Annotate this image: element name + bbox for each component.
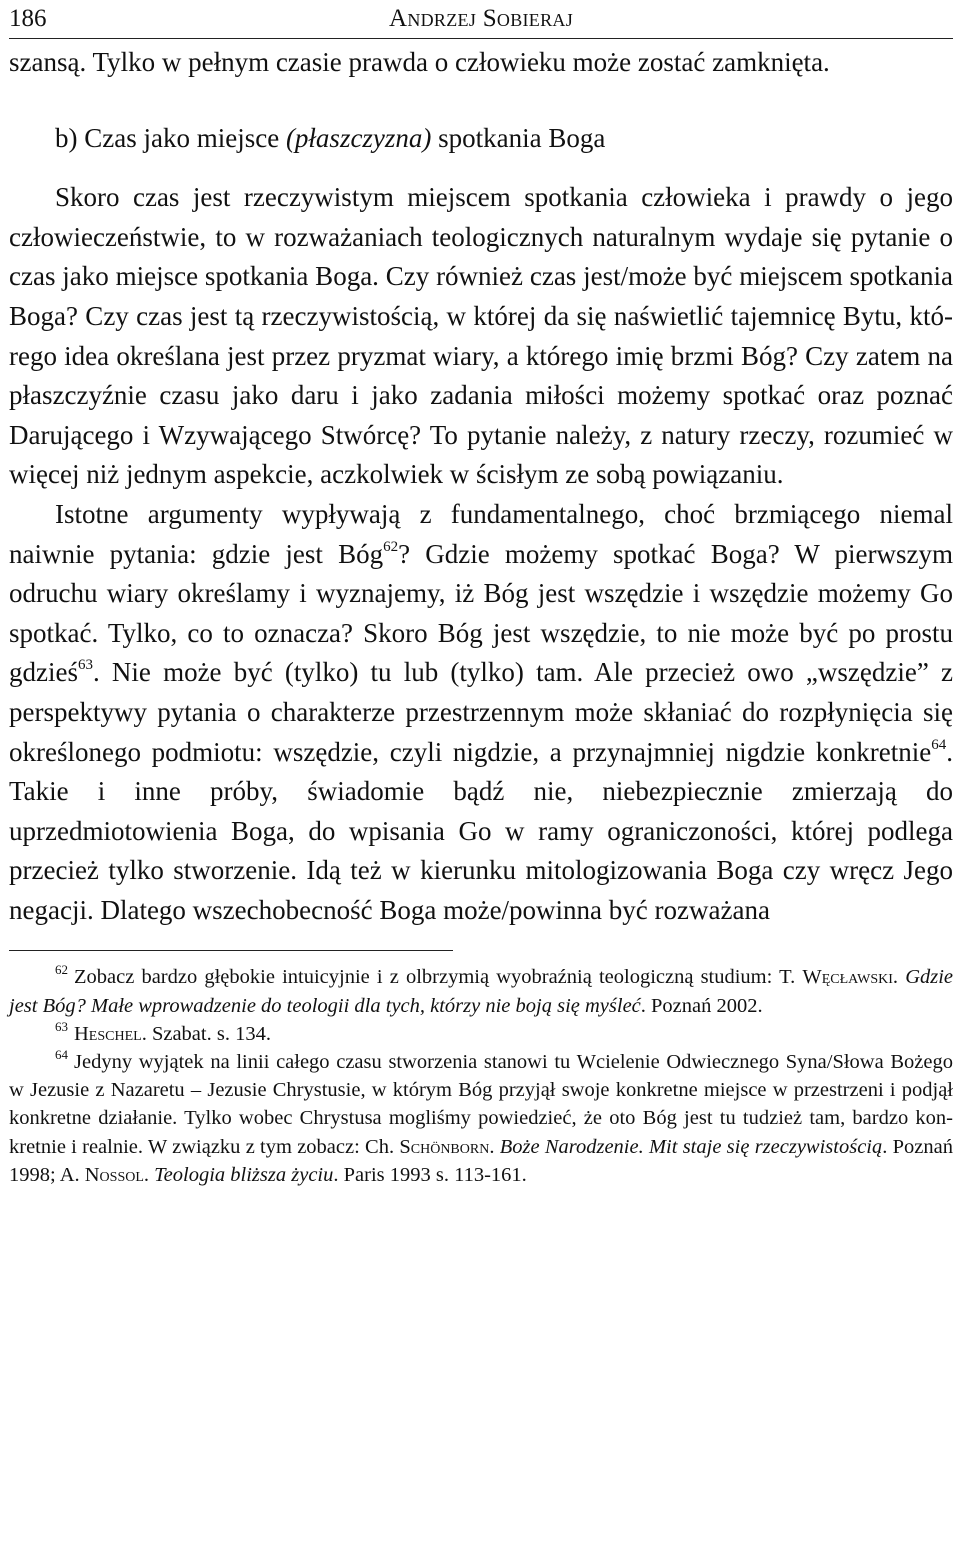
section-heading xyxy=(9,119,953,159)
footnote-text: Zobacz bardzo głębokie intuicyjnie i z olbrzymią wyobraźnią teologiczną studium: T. xyxy=(74,966,803,989)
footnote-title: Teologia bliższa życiu xyxy=(154,1163,334,1186)
running-head xyxy=(9,0,953,38)
paragraph-3-part-c: . Nie może być (tylko) tu lub (tylko) tam. Ale przecież owo „wszędzie” z perspektywy pytania o charakterze przestrzennym może skłaniać do rozpłynięcia się określonego podmiotu: wszędzie, czyli nigdzie, a przynajmniej nigdzie konkretnie xyxy=(9,657,953,767)
footnote-text: Jedyny wyjątek na linii całego czasu stworzenia stanowi tu Wcielenie Odwiecznego Syna/Słowa Bożego w Jezusie z Nazaretu – Jezusie Chrystusie, w którym Bóg przyjął swoje konkretne miejsce w przestrzeni i podjął konkretne działanie. Tylko wobec Chrystusa mogliśmy powiedzieć, że oto Bóg jest tu tudzież tam, bardzo konkretnie i realnie. W związku z tym zobacz: Ch. xyxy=(9,1051,953,1158)
footnote-64 xyxy=(9,1048,953,1189)
footnote-text: . Szabat. s. 134. xyxy=(141,1022,271,1045)
paragraph-3 xyxy=(9,495,953,931)
body-text xyxy=(9,43,953,930)
footnote-number: 62 xyxy=(55,962,68,978)
footnote-63 xyxy=(9,1020,953,1048)
running-title: Andrzej Sobieraj xyxy=(388,5,573,32)
footnote-author: Węcławski xyxy=(802,966,893,989)
footnote-number: 64 xyxy=(55,1047,68,1063)
footnote-text: . Paris 1993 s. 113-161. xyxy=(333,1163,527,1186)
footnote-rule xyxy=(9,950,453,951)
footnote-62 xyxy=(9,963,953,1019)
footnote-ref-64[interactable]: 64 xyxy=(931,736,947,753)
footnote-author: Heschel xyxy=(74,1022,142,1045)
footnote-text: . Poznań 1998; A. xyxy=(9,1135,953,1186)
paragraph-3-part-b: ? Gdzie możemy spotkać Boga? W pierwszym odruchu wiary określamy i wyznajemy, iż Bóg jest wszędzie i wszędzie możemy Go spotkać. Tylko, co to oznacza? Skoro Bóg jest wszędzie, to nie może być po prostu gdzieś xyxy=(9,538,953,688)
section-heading-italic: (płaszczyzna) xyxy=(285,122,432,153)
paragraph-2: Skoro czas jest rzeczywistym miejscem spotkania człowieka i prawdy o jego człowieczeństwie, to w rozważaniach teologicznych naturalnym wydaje się pytanie o czas jako miejsce spotkania Boga. Czy również czas jest/może być miejscem spotkania Boga? Czy czas jest tą rzeczywistością, w której da się naświetlić tajemnicę Bytu, którego idea określana jest przez pryzmat wiary, a którego imię brzmi Bóg? Czy zatem na płaszczyźnie czasu jako daru i jako zadania miłości możemy spotkać oraz poznać Darującego i Wzywającego Stwórcę? To pytanie należy, z natury rzeczy, rozumieć w więcej niż jednym aspekcie, aczkolwiek w ścisłym ze sobą powiązaniu. xyxy=(9,182,953,490)
footnote-author: Schönborn xyxy=(399,1135,490,1158)
footnote-author: Nossol xyxy=(84,1163,144,1186)
footnote-title: Gdzie jest Bóg? Małe wprowadzenie do teologii dla tych, którzy nie boją się myśleć xyxy=(9,966,954,1017)
footnote-text: . xyxy=(143,1163,155,1186)
header-rule xyxy=(9,38,953,39)
footnote-text: . Poznań 2002. xyxy=(640,994,763,1017)
footnote-text: . xyxy=(892,966,906,989)
footnote-number: 63 xyxy=(55,1018,68,1034)
section-heading-tail: spotkania Boga xyxy=(431,122,606,153)
footnotes xyxy=(9,963,953,1189)
paragraph-3-part-a: Istotne argumenty wypływają z fundamentalnego, choć brzmiącego niemal naiwnie pytania: gdzie jest Bóg xyxy=(9,498,953,569)
paragraph-1: szansą. Tylko w pełnym czasie prawda o człowieku może zostać zamknięta. xyxy=(9,47,830,77)
section-heading-lead: b) Czas jako miejsce xyxy=(55,122,286,153)
footnote-text: . xyxy=(489,1135,500,1158)
paragraph-3-part-d: . Takie i inne próby, świadomie bądź nie, niebezpiecznie zmierzają do uprzedmiotowienia Boga, do wpisania Go w ramy ograniczoności, której podlega przecież tylko stworzenie. Idą też w kierunku mitologizowania Boga czy wręcz Jego negacji. Dlatego wszechobecność Boga może/powinna być rozważana xyxy=(9,736,953,925)
footnote-title: Boże Narodzenie. Mit staje się rzeczywistością xyxy=(499,1135,883,1158)
page-number: 186 xyxy=(9,5,47,32)
document-page xyxy=(9,0,953,1547)
footnote-ref-62[interactable]: 62 xyxy=(383,538,399,555)
footnote-ref-63[interactable]: 63 xyxy=(77,657,93,674)
